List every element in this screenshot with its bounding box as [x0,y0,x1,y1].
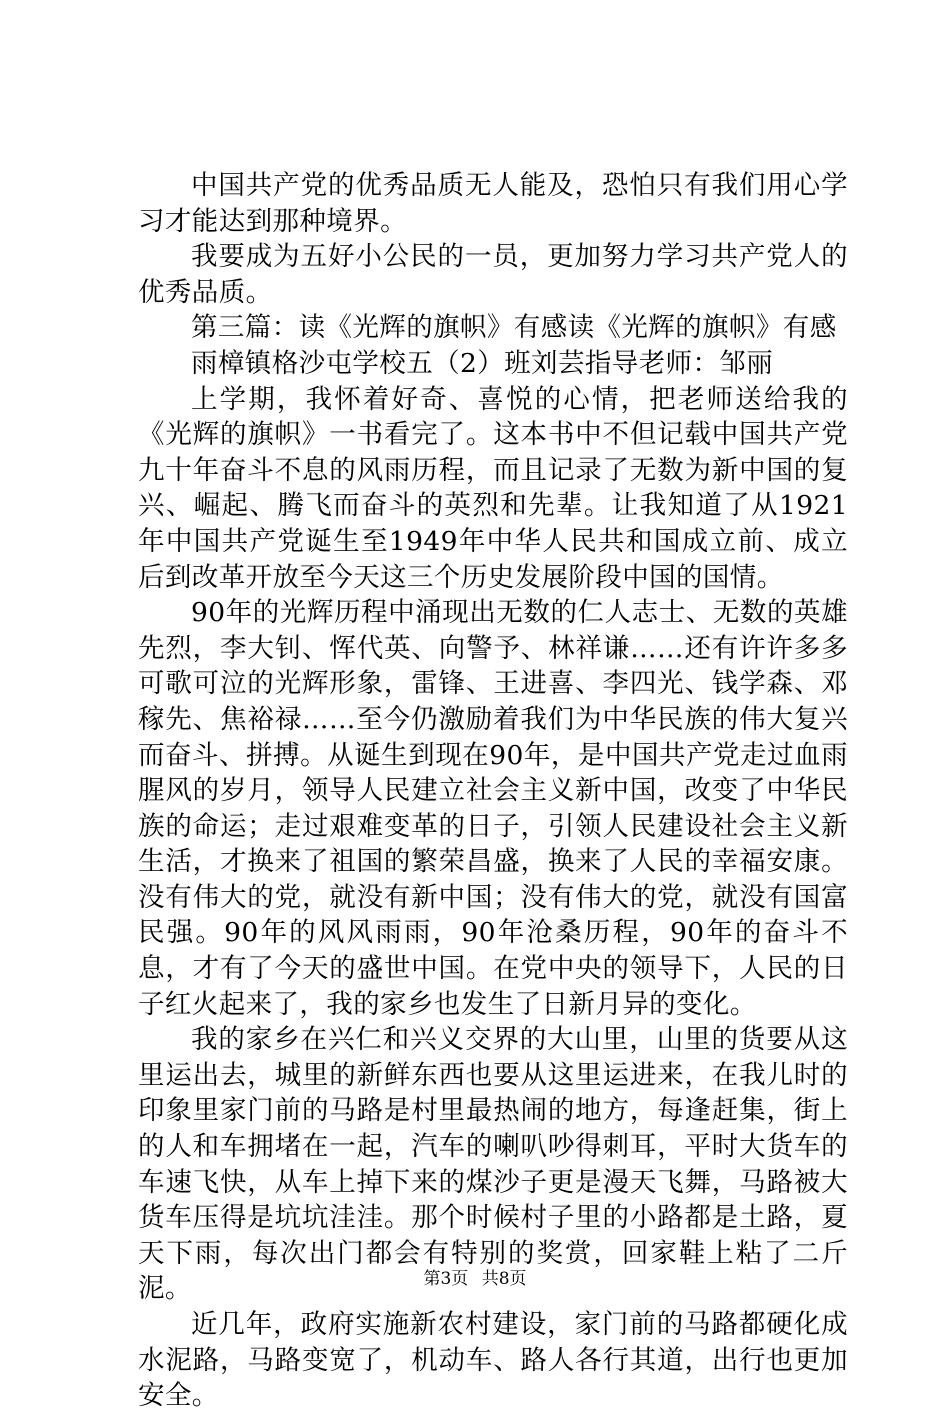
page-total: 共8页 [481,1269,527,1289]
page-number: 第3页 [423,1269,469,1289]
document-body [138,168,848,1414]
paragraph: 近几年，政府实施新农村建设，家门前的马路都硬化成水泥路，马路变宽了，机动车、路人各行其道，出行也更加安全。 [138,1309,848,1412]
paragraph: 中国共产党的优秀品质无人能及，恐怕只有我们用心学习才能达到那种境界。 [138,170,848,237]
page-footer [0,1268,950,1290]
paragraph: 上学期，我怀着好奇、喜悦的心情，把老师送给我的《光辉的旗帜》一书看完了。这本书中不但记载中国共产党九十年奋斗不息的风雨历程，而且记录了无数为新中国的复兴、崛起、腾飞而奋斗的英烈和先辈。让我知道了从1921年中国共产党诞生至1949年中华人民共和国成立前、成立后到改革开放至今天这三个历史发展阶段中国的国情。 [138,383,848,593]
section-heading: 第三篇：读《光辉的旗帜》有感读《光辉的旗帜》有感 [191,312,837,344]
paragraph: 我的家乡在兴仁和兴义交界的大山里，山里的货要从这里运出去，城里的新鲜东西也要从这里运进来，在我儿时的印象里家门前的马路是村里最热闹的地方，每逢赶集，街上的人和车拥堵在一起，汽车的喇叭吵得刺耳，平时大货车的车速飞快，从车上掉下来的煤沙子更是漫天飞舞，马路被大货车压得是坑坑洼洼。那个时候村子里的小路都是土路，夏天下雨，每次出门都会有特别的奖赏，回家鞋上粘了二斤泥。 [138,1024,848,1305]
paragraph: 我要成为五好小公民的一员，更加努力学习共产党人的优秀品质。 [138,241,848,308]
author-line: 雨樟镇格沙屯学校五（2）班刘芸指导老师：邹丽 [191,347,774,379]
paragraph: 90年的光辉历程中涌现出无数的仁人志士、无数的英雄先烈，李大钊、恽代英、向警予、林祥谦……还有许许多多可歌可泣的光辉形象，雷锋、王进喜、李四光、钱学森、邓稼先、焦裕禄……至今仍激励着我们为中华民族的伟大复兴而奋斗、拼搏。从诞生到现在90年，是中国共产党走过血雨腥风的岁月，领导人民建立社会主义新中国，改变了中华民族的命运；走过艰难变革的日子，引领人民建设社会主义新生活，才换来了祖国的繁荣昌盛，换来了人民的幸福安康。没有伟大的党，就没有新中国；没有伟大的党，就没有国富民强。90年的风风雨雨，90年沧桑历程，90年的奋斗不息，才有了今天的盛世中国。在党中央的领导下，人民的日子红火起来了，我的家乡也发生了日新月异的变化。 [138,597,848,1020]
